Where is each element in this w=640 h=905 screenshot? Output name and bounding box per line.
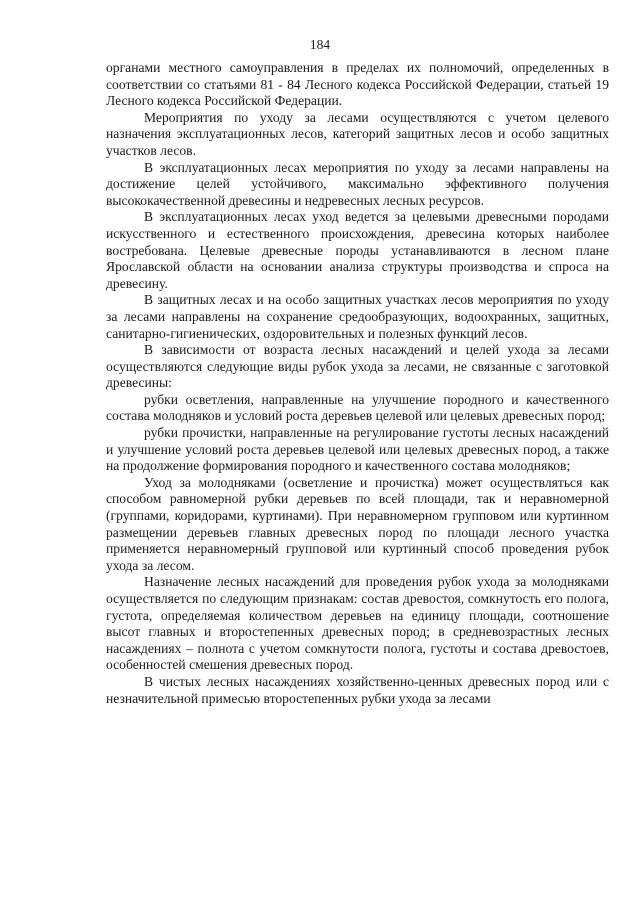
page-number: 184 <box>309 37 331 52</box>
paragraph: В защитных лесах и на особо защитных участках лесов мероприятия по уходу за лесами направлены на сохранение средообразующих, водоохранных, защитных, санитарно-гигиенических, оздоровительных и полезных функций лесов. <box>106 292 609 341</box>
paragraph: В эксплуатационных лесах уход ведется за целевыми древесными породами искусственного и естественного происхождения, древесина которых наиболее востребована. Целевые древесные породы устанавливаются в лесном плане Ярославской области на основании анализа структуры производства и спроса на древесину. <box>106 209 609 291</box>
paragraph: Уход за молодняками (осветление и прочистка) может осуществляться как способом равномерной рубки деревьев по всей площади, так и неравномерной (группами, коридорами, куртинами). При неравномерном групповом или куртинном размещении деревьев главных древесных пород по площади лесного участка применяется неравномерный групповой или куртинный способ проведения рубок ухода за лесом. <box>106 474 609 573</box>
paragraph: Назначение лесных насаждений для проведения рубок ухода за молодняками осуществляется по следующим признакам: состав древостоя, сомкнутость его полога, густота, определяемая количеством деревьев на единицу площади, соотношение высот главных и второстепенных древесных пород; в средневозрастных лесных насаждениях – полнота с учетом сомкнутости полога, густоты и состава древостоев, особенностей смешения древесных пород. <box>106 574 609 673</box>
list-item-paragraph: рубки прочистки, направленные на регулирование густоты лесных насаждений и улучшение условий роста деревьев целевой или целевых древесных пород, а также на продолжение формирования породного и качественного состава молодняков; <box>106 425 609 474</box>
paragraph: Мероприятия по уходу за лесами осуществляются с учетом целевого назначения эксплуатационных лесов, категорий защитных лесов и особо защитных участков лесов. <box>106 109 609 158</box>
document-text <box>106 60 609 707</box>
list-item-paragraph: рубки осветления, направленные на улучшение породного и качественного состава молодняков и условий роста деревьев целевой или целевых древесных пород; <box>106 391 609 424</box>
paragraph-continuation: органами местного самоуправления в пределах их полномочий, определенных в соответствии со статьями 81 - 84 Лесного кодекса Российской Федерации, статьей 19 Лесного кодекса Российской Федерации. <box>106 60 609 109</box>
paragraph: В зависимости от возраста лесных насаждений и целей ухода за лесами осуществляются следующие виды рубок ухода за лесами, не связанные с заготовкой древесины: <box>106 342 609 391</box>
paragraph: В чистых лесных насаждениях хозяйственно-ценных древесных пород или с незначительной примесью второстепенных рубки ухода за лесами <box>106 673 609 706</box>
paragraph: В эксплуатационных лесах мероприятия по уходу за лесами направлены на достижение целей устойчивого, максимально эффективного получения высококачественной древесины и недревесных лесных ресурсов. <box>106 159 609 208</box>
